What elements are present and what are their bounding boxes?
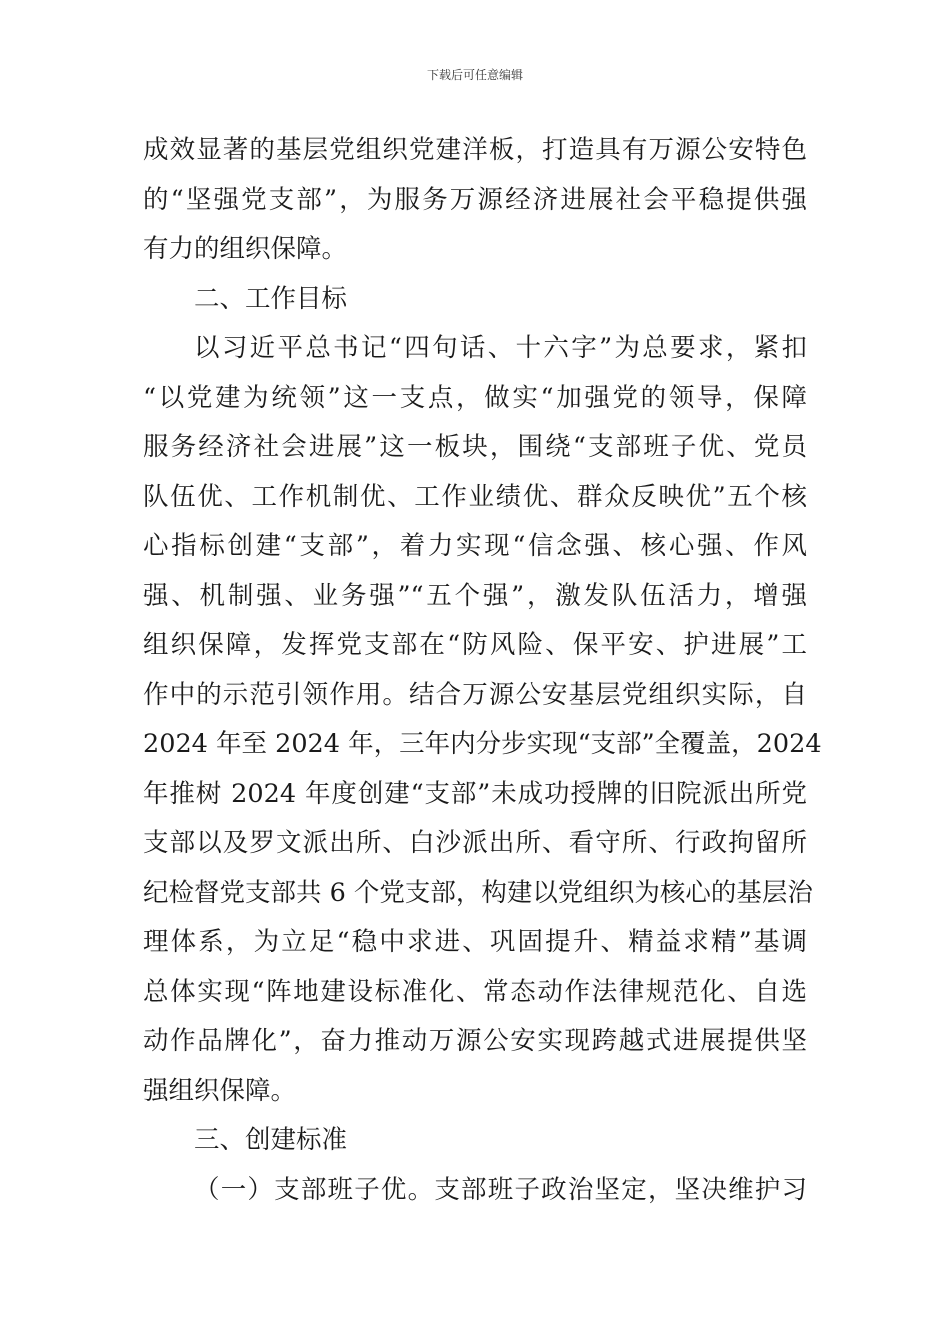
paragraph-line: 队伍优、工作机制优、工作业绩优、群众反映优”五个核 — [143, 481, 807, 512]
paragraph-line: 纪检督党支部共 6 个党支部，构建以党组织为核心的基层治 — [143, 877, 813, 908]
paragraph-line: 以习近平总书记“四句话、十六字”为总要求，紧扣 — [194, 333, 807, 363]
paragraph-line: 成效显著的基层党组织党建洋板，打造具有万源公安特色 — [143, 135, 807, 165]
paragraph-line: 2024 年至 2024 年，三年内分步实现“支部”全覆盖，2024 — [143, 729, 822, 759]
section-heading: 三、创建标准 — [194, 1125, 348, 1155]
paragraph-line: 年推树 2024 年度创建“支部”未成功授牌的旧院派出所党 — [143, 778, 807, 809]
document-body — [143, 126, 822, 1215]
paragraph-line: 动作品牌化”，奋力推动万源公安实现跨越式进展提供坚 — [143, 1026, 807, 1056]
paragraph-line: 有力的组织保障。 — [143, 234, 348, 264]
paragraph-line: 支部以及罗文派出所、白沙派出所、看守所、行政拘留所 — [143, 828, 807, 858]
paragraph-line: 理体系，为立足“稳中求进、巩固提升、精益求精”基调 — [143, 927, 807, 957]
paragraph-line: （一）支部班子优。支部班子政治坚定，坚决维护习 — [194, 1174, 807, 1205]
paragraph-line: 总体实现“阵地建设标准化、常态动作法律规范化、自选 — [143, 976, 807, 1007]
paragraph-line: 服务经济社会进展”这一板块，围绕“支部班子优、党员 — [143, 432, 807, 462]
paragraph-line: 强组织保障。 — [143, 1075, 297, 1106]
paragraph-line: 强、机制强、业务强”“五个强”，激发队伍活力，增强 — [143, 580, 807, 611]
paragraph-line: 组织保障，发挥党支部在“防风险、保平安、护进展”工 — [143, 630, 807, 660]
page-header-note: 下载后可任意编辑 — [426, 68, 523, 82]
paragraph-line: “以党建为统领”这一支点，做实“加强党的领导，保障 — [143, 382, 807, 413]
paragraph-line: 作中的示范引领作用。结合万源公安基层党组织实际，自 — [143, 679, 807, 710]
paragraph-line: 的“坚强党支部”，为服务万源经济进展社会平稳提供强 — [143, 184, 807, 215]
paragraph-line: 心指标创建“支部”，着力实现“信念强、核心强、作风 — [143, 531, 807, 561]
section-heading: 二、工作目标 — [194, 283, 348, 314]
